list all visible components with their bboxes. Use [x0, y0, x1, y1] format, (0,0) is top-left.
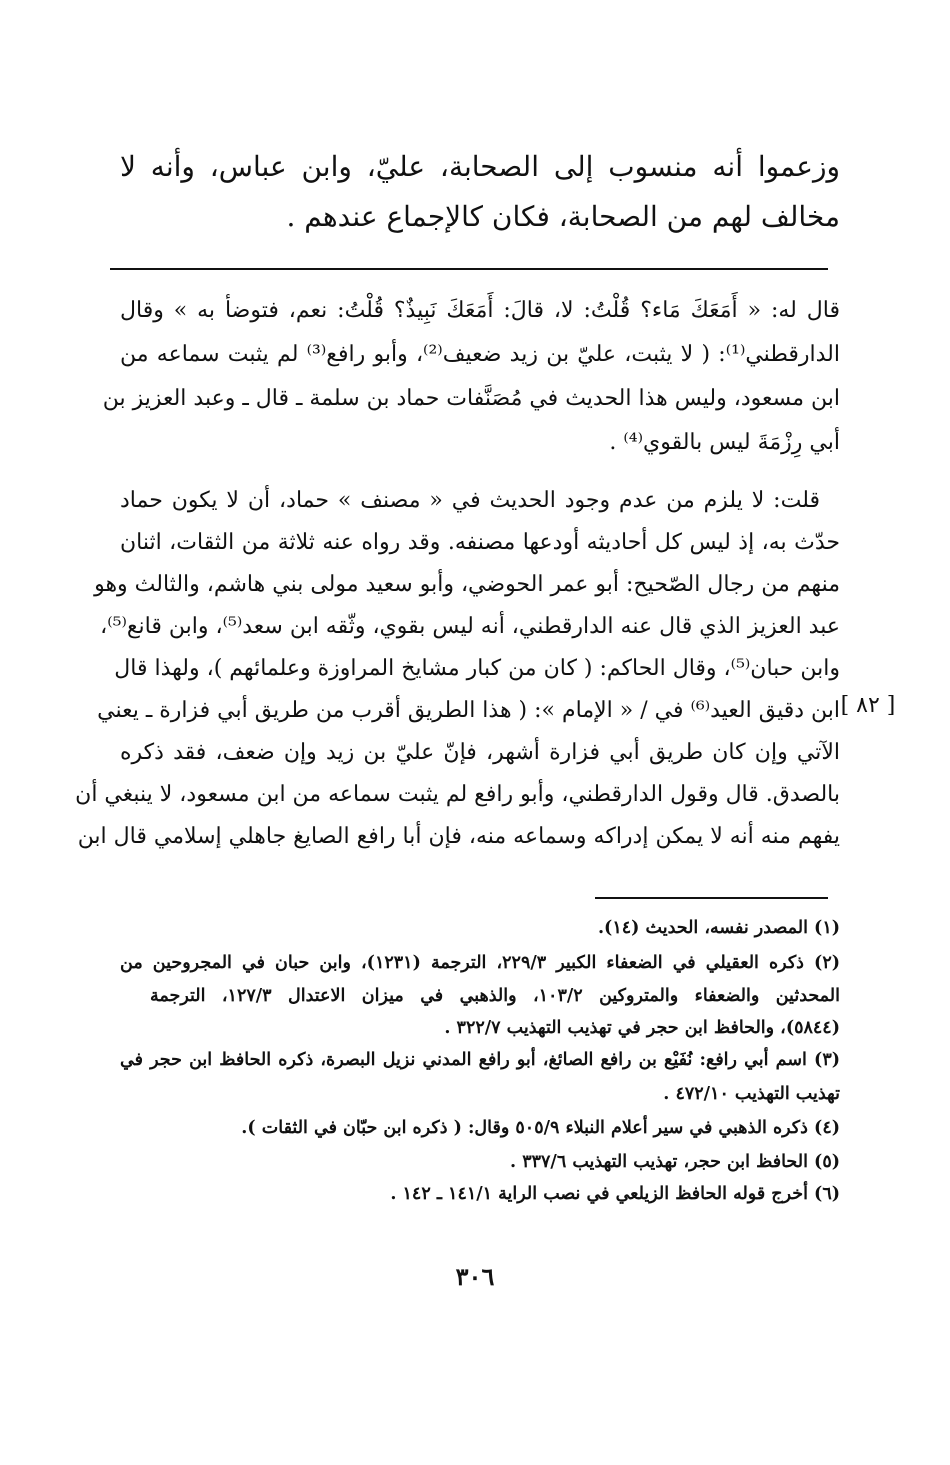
footnote-divider	[595, 897, 828, 899]
text-line: الدارقطني⁽¹⁾: ( لا يثبت، عليّ بن زيد ضعيف⁽²⁾، وأبو رافع⁽³⁾ لم يثبت سماعه من	[120, 342, 840, 367]
margin-page-marker: [ ٨٢ ]	[840, 693, 896, 718]
footnote-line: (١) المصدر نفسه، الحديث (١٤).	[597, 918, 840, 938]
text-line: قلت: لا يلزم من عدم وجود الحديث في « مصنف » حماد، أن لا يكون حماد	[120, 488, 820, 513]
footnote-line: (٣) اسم أبي رافع: نُفَيْع بن رافع الصائغ، أبو رافع المدني نزيل البصرة، ذكره الحافظ ابن حجر في	[120, 1050, 840, 1070]
text-line: قال له: « أَمَعَكَ مَاء؟ قُلْتُ: لا، قالَ: أَمَعَكَ نَبِيذٌ؟ قُلْتُ: نعم، فتوضأ به » وقال	[120, 298, 840, 323]
text-line: منهم من رجال الصّحيح: أبو عمر الحوضي، وأبو سعيد مولى بني هاشم، والثالث وهو	[94, 572, 840, 597]
footnote-line: (٥) الحافظ ابن حجر، تهذيب التهذيب ٣٣٧/٦ .	[510, 1152, 840, 1172]
text-line: ابن دقيق العيد⁽⁶⁾ في / « الإمام »: ( هذا الطريق أقرب من طريق أبي فزارة ـ يعني	[97, 698, 840, 723]
text-line: حدّث به، إذ ليس كل أحاديثه أودعها مصنفه. وقد رواه عنه ثلاثة من الثقات، اثنان	[120, 530, 840, 555]
footnote-line: (٥٨٤٤)، والحافظ ابن حجر في تهذيب التهذيب ٣٢٢/٧ .	[444, 1018, 840, 1038]
text-line: وابن حبان⁽⁵⁾، وقال الحاكم: ( كان من كبار مشايخ المراوزة وعلمائهم )، ولهذا قال	[114, 656, 840, 681]
footnote-line: (٢) ذكره العقيلي في الضعفاء الكبير ٢٢٩/٣، الترجمة (١٢٣١)، وابن حبان في المجروحين من	[120, 953, 841, 973]
text-line: أبي رِزْمَةَ ليس بالقوي⁽⁴⁾ .	[609, 430, 840, 455]
footnote-line: المحدثين والضعفاء والمتروكين ١٠٣/٢، والذهبي في ميزان الاعتدال ١٢٧/٣، الترجمة	[150, 986, 840, 1006]
footnote-line: (٦) أخرج قوله الحافظ الزيلعي في نصب الراية ١٤١/١ ـ ١٤٢ .	[390, 1184, 840, 1204]
text-line: ابن مسعود، وليس هذا الحديث في مُصَنَّفات حماد بن سلمة ـ قال ـ وعبد العزيز بن	[102, 386, 840, 411]
footnote-line: تهذيب التهذيب ٤٧٢/١٠ .	[663, 1084, 840, 1104]
footnote-line: (٤) ذكره الذهبي في سير أعلام النبلاء ٥٠٥/٩ وقال: ( ذكره ابن حبّان في الثقات ).	[241, 1118, 840, 1138]
text-line: عبد العزيز الذي قال عنه الدارقطني، أنه ليس بقوي، وثّقه ابن سعد⁽⁵⁾، وابن قانع⁽⁵⁾،	[100, 614, 840, 639]
text-line: مخالف لهم من الصحابة، فكان كالإجماع عندهم .	[286, 200, 840, 233]
page-number: ٣٠٦	[455, 1262, 495, 1291]
text-line: بالصدق. قال وقول الدارقطني، وأبو رافع لم يثبت سماعه من ابن مسعود، لا ينبغي أن	[75, 782, 840, 807]
text-line: وزعموا أنه منسوب إلى الصحابة، عليّ، وابن عباس، وأنه لا	[120, 150, 840, 183]
section-divider	[110, 268, 828, 270]
text-line: يفهم منه أنه لا يمكن إدراكه وسماعه منه، فإن أبا رافع الصايغ جاهلي إسلامي قال ابن	[77, 824, 840, 849]
text-line: الآتي وإن كان طريق أبي فزارة أشهر، فإنّ عليّ بن زيد وإن ضعف، فقد ذكره	[120, 740, 840, 765]
